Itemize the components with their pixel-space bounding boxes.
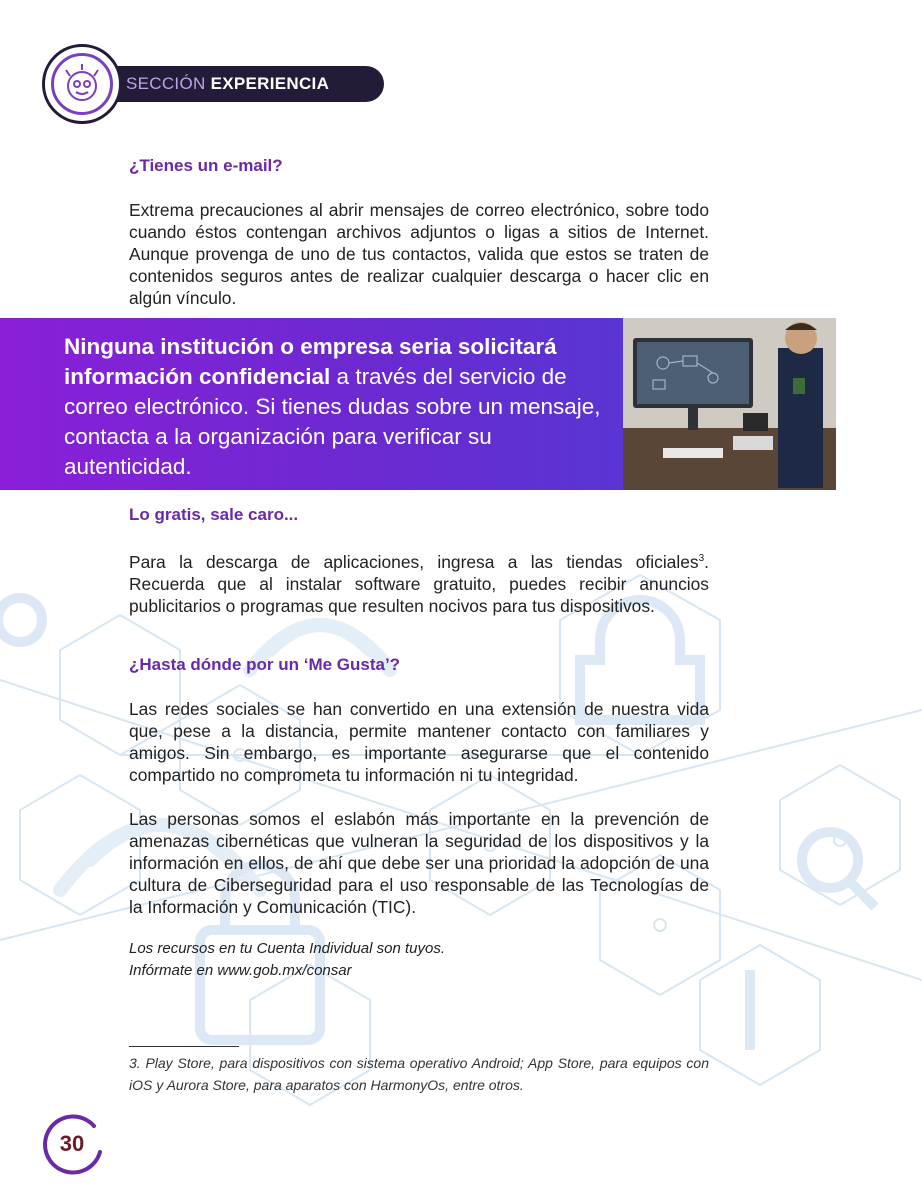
email-heading: ¿Tienes un e-mail? — [129, 156, 283, 175]
note-line-1: Los recursos en tu Cuenta Individual son tuyos. — [129, 940, 446, 957]
callout-banner — [0, 318, 836, 490]
section-pill — [112, 66, 384, 102]
footnote: 3. Play Store, para dispositivos con sistema operativo Android; App Store, para equipos con iOS y Aurora Store, para aparatos con HarmonyOs, entre otros. — [129, 1055, 709, 1093]
callout-rest: a través del servicio de correo electrónico. Si tienes dudas sobre un mensaje, contacta a la organización para verificar su autenticidad. — [64, 364, 601, 479]
email-paragraph: Extrema precauciones al abrir mensajes de correo electrónico, sobre todo cuando éstos contengan archivos adjuntos o ligas a sitios de Internet. Aunque provenga de uno de tus contactos, valida que estos se traten de contenidos seguros antes de realizar cualquier descarga o hacer clic en algún vínculo. — [129, 200, 709, 308]
page-number: 30 — [59, 1131, 85, 1156]
footnote-divider — [129, 1046, 239, 1047]
email-section — [129, 156, 709, 309]
section-label-bold: EXPERIENCIA — [210, 74, 330, 93]
footnote-ref: 3 — [698, 553, 705, 564]
section-label-light: SECCIÓN — [126, 74, 206, 93]
section-logo — [42, 44, 122, 124]
likes-paragraph-1: Las redes sociales se han convertido en una extensión de nuestra vida que, pese a la distancia, permite mantener contacto con familiares y amigos. Sin embargo, es importante asegurarse que el contenido compartido no comprometa tu información ni tu integridad. — [129, 699, 709, 785]
page-number-badge — [40, 1112, 104, 1176]
free-apps-text-cont: . Recuerda que al instalar software gratuito, puedes recibir anuncios publicitarios o programas que resulten nocivos para tus dispositivos. — [129, 551, 709, 616]
section-header — [42, 44, 352, 126]
free-apps-heading: Lo gratis, sale caro... — [129, 505, 299, 524]
note-line-2: Infórmate en www.gob.mx/consar — [129, 962, 352, 979]
likes-section — [129, 655, 709, 982]
free-apps-paragraph — [129, 548, 709, 617]
likes-paragraph-2: Las personas somos el eslabón más importante en la prevención de amenazas cibernéticas que vulneran la seguridad de los dispositivos y la información en ellos, de ahí que debe ser una prioridad la adopción de una cultura de Ciberseguridad para el uso responsable de las Tecnologías de la Información y Comunicación (TIC). — [129, 809, 709, 917]
likes-heading: ¿Hasta dónde por un ‘Me Gusta’? — [129, 655, 401, 674]
office-photo — [623, 318, 836, 490]
callout-text — [64, 332, 604, 482]
mascot-icon — [51, 53, 113, 115]
free-apps-text: Para la descarga de aplicaciones, ingresa a las tiendas oficiales — [129, 551, 699, 572]
free-apps-section — [129, 505, 709, 617]
callout-bold: Ninguna institución o empresa seria solicitará información confidencial — [64, 334, 557, 389]
